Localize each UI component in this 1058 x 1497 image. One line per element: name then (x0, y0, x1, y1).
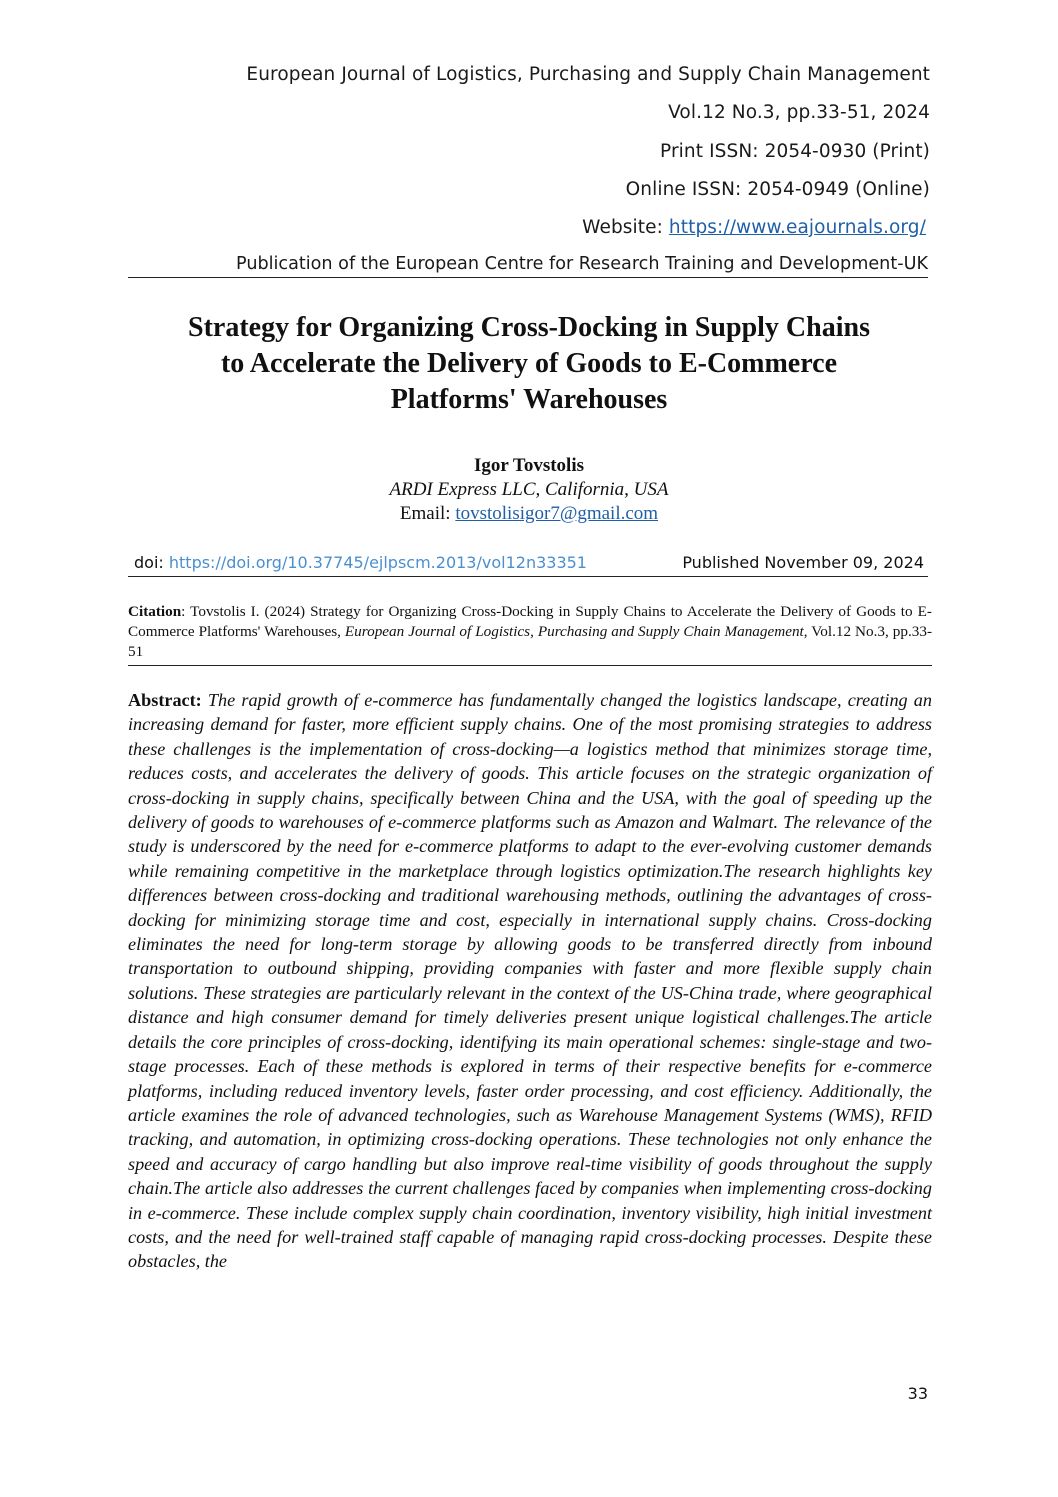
doi-row (128, 552, 928, 577)
volume-info: Vol.12 No.3, pp.33-51, 2024 (668, 102, 930, 123)
publisher-line (128, 254, 928, 278)
website-line (582, 217, 926, 238)
citation-text-1: : Tovstolis I. (2024) Strategy for Organizing Cross-Docking in Supply Chains to Accelerate the Delivery of Goods to E-Commerce Platforms' Warehouses, (128, 603, 932, 640)
journal-name: European Journal of Logistics, Purchasing and Supply Chain Management (246, 64, 930, 85)
email-link[interactable]: tovstolisigor7@gmail.com (455, 503, 659, 524)
doi-link[interactable]: https://doi.org/10.37745/ejlpscm.2013/vol12n33351 (168, 553, 587, 572)
citation-journal: European Journal of Logistics, Purchasing and Supply Chain Management (344, 623, 804, 640)
title-line-2: to Accelerate the Delivery of Goods to E-Commerce (220, 348, 838, 379)
title-line-1: Strategy for Organizing Cross-Docking in Supply Chains (188, 312, 870, 343)
print-issn: Print ISSN: 2054-0930 (Print) (660, 141, 930, 162)
published-date: Published November 09, 2024 (682, 553, 924, 572)
article-title (128, 310, 930, 418)
page-number: 33 (907, 1384, 928, 1403)
email-label: Email: (399, 503, 456, 524)
citation (128, 602, 932, 666)
doi (134, 553, 587, 572)
citation-label: Citation (128, 603, 182, 620)
website-label: Website: (582, 217, 669, 238)
online-issn: Online ISSN: 2054-0949 (Online) (625, 179, 930, 200)
title-line-3: Platforms' Warehouses (390, 384, 668, 415)
website-link[interactable]: https://www.eajournals.org/ (668, 217, 926, 238)
author-block (128, 454, 930, 526)
abstract-text: The rapid growth of e-commerce has fundamentally changed the logistics landscape, creating an increasing demand for faster, more efficient supply chains. One of the most promising strategies to address these challenges is the implementation of cross-docking—a logistics method that minimizes storage time, reduces costs, and accelerates the delivery of goods. This article focuses on the strategic organization of cross-docking in supply chains, specifically between China and the USA, with the goal of speeding up the delivery of goods to warehouses of e-commerce platforms such as Amazon and Walmart. The relevance of the study is underscored by the need for e-commerce platforms to adapt to the ever-evolving customer demands while remaining competitive in the marketplace through logistics optimization.The research highlights key differences between cross-docking and traditional warehousing methods, outlining the advantages of cross-docking for minimizing storage time and cost, especially in international supply chains. Cross-docking eliminates the need for long-term storage by allowing goods to be transferred directly from inbound transportation to outbound shipping, providing companies with faster and more flexible supply chain solutions. These strategies are particularly relevant in the context of the US-China trade, where geographical distance and high consumer demand for timely deliveries present unique logistical challenges.The article details the core principles of cross-docking, identifying its main operational schemes: single-stage and two-stage processes. Each of these methods is explored in terms of their respective benefits for e-commerce platforms, including reduced inventory levels, faster order processing, and cost efficiency. Additionally, the article examines the role of advanced technologies, such as Warehouse Management Systems (WMS), RFID tracking, and automation, in optimizing cross-docking operations. These technologies not only enhance the speed and accuracy of cargo handling but also improve real-time visibility of goods throughout the supply chain.The article also addresses the current challenges faced by companies when implementing cross-docking in e-commerce. These include complex supply chain coordination, inventory visibility, high initial investment costs, and the need for well-trained staff capable of managing rapid cross-docking processes. Despite these obstacles, the (128, 690, 932, 1272)
author-email-line (128, 502, 930, 526)
author-affiliation: ARDI Express LLC, California, USA (389, 479, 669, 500)
author-name: Igor Tovstolis (474, 455, 584, 476)
publisher-text: Publication of the European Centre for Research Training and Development-UK (236, 254, 928, 274)
citation-text-2: , Vol.12 No.3, pp.33-51 (128, 623, 933, 660)
abstract-label: Abstract: (128, 690, 202, 710)
doi-label: doi: (134, 553, 169, 572)
abstract (128, 688, 932, 1274)
